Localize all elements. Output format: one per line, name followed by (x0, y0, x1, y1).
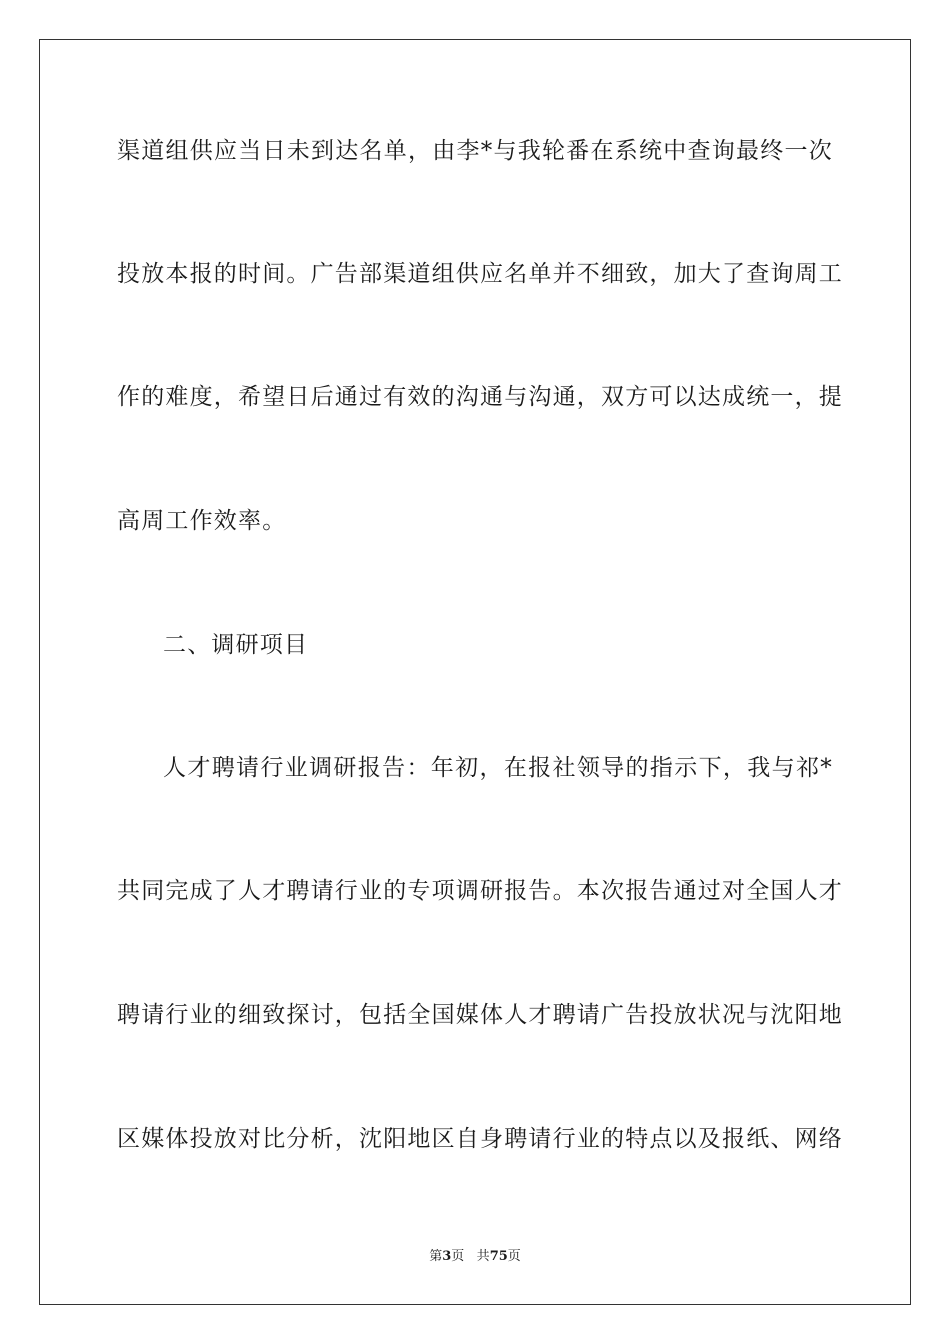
footer-page-unit: 页 (451, 1249, 465, 1264)
footer-total-pages: 75 (489, 1249, 508, 1264)
page-footer (0, 1248, 950, 1266)
body-line-6: 人才聘请行业调研报告：年初，在报社领导的指示下，我与祁* (163, 755, 833, 781)
body-line-7: 共同完成了人才聘请行业的专项调研报告。本次报告通过对全国人才 (117, 878, 843, 904)
footer-total-prefix: 共 (476, 1249, 490, 1264)
body-line-1: 渠道组供应当日未到达名单，由李*与我轮番在系统中查询最终一次 (117, 138, 833, 164)
footer-page-number: 3 (442, 1249, 452, 1264)
body-line-9: 区媒体投放对比分析，沈阳地区自身聘请行业的特点以及报纸、网络 (117, 1126, 843, 1152)
body-line-4: 高周工作效率。 (117, 508, 287, 534)
body-line-3: 作的难度，希望日后通过有效的沟通与沟通，双方可以达成统一，提 (117, 384, 843, 410)
footer-prefix: 第 (429, 1249, 443, 1264)
section-heading: 二、调研项目 (163, 632, 309, 658)
body-line-8: 聘请行业的细致探讨，包括全国媒体人才聘请广告投放状况与沈阳地 (117, 1002, 843, 1028)
footer-total-unit: 页 (507, 1249, 521, 1264)
body-line-2: 投放本报的时间。广告部渠道组供应名单并不细致，加大了查询周工 (117, 261, 843, 287)
page-border (39, 39, 911, 1305)
